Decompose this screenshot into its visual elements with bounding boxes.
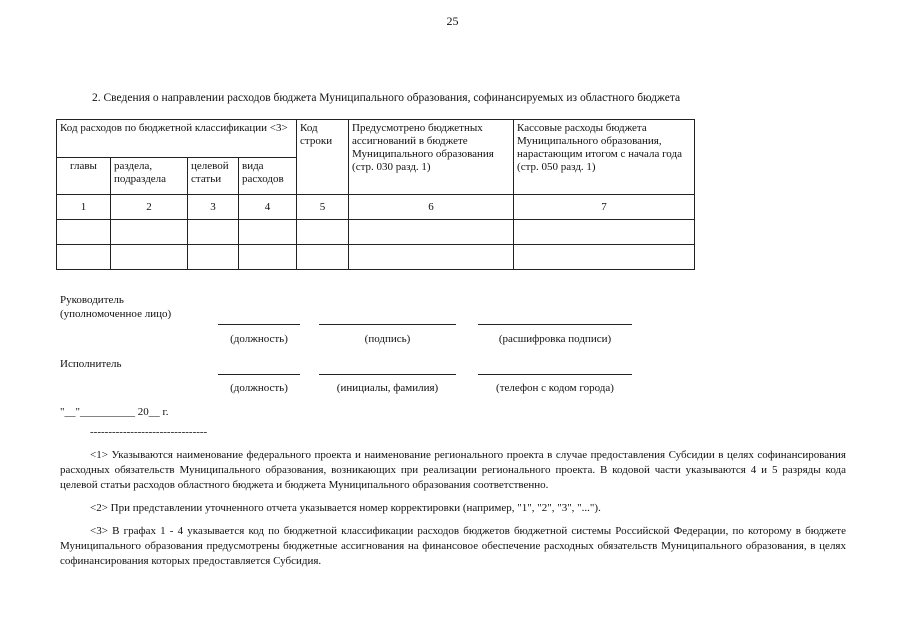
executor-name-line[interactable]	[319, 374, 456, 375]
header-planned-allocations: Предусмотрено бюджетных ассигнований в бюджете Муниципального образования (стр. 030 разд. 1)	[349, 120, 514, 195]
column-number: 7	[514, 195, 695, 220]
subheader-expense-type: вида расходов	[239, 158, 297, 195]
column-number: 6	[349, 195, 514, 220]
table-cell[interactable]	[57, 245, 111, 270]
subheader-section: раздела, подраздела	[111, 158, 188, 195]
table-cell[interactable]	[111, 220, 188, 245]
head-position-line[interactable]	[218, 324, 300, 325]
column-number: 4	[239, 195, 297, 220]
header-budget-code: Код расходов по бюджетной классификации <3>	[57, 120, 297, 158]
column-number: 3	[188, 195, 239, 220]
footnote-2: <2> При представлении уточненного отчета указывается номер корректировки (например, "1", "2", "3", "...").	[90, 502, 601, 514]
subheader-target-article: целевой статьи	[188, 158, 239, 195]
table-cell[interactable]	[239, 245, 297, 270]
header-line-code: Код строки	[297, 120, 349, 195]
subheader-chapter: главы	[57, 158, 111, 195]
footnote-3: <3> В графах 1 - 4 указывается код по бюджетной классификации расходов бюджетов бюджетной системы Российской Федерации, по которому в бюджете Муниципального образования предусмотрены бюджетные ассигнования на финансовое обеспечение расходных обязательств Муниципального образования, в целях софинансирования которых предоставляется Субсидия.	[60, 525, 846, 567]
head-sublabel: (уполномоченное лицо)	[60, 308, 172, 320]
footnote-separator: --------------------------------	[90, 426, 208, 438]
head-name-line[interactable]	[478, 324, 632, 325]
head-position-caption: (должность)	[230, 333, 288, 345]
executor-position-line[interactable]	[218, 374, 300, 375]
page-number: 25	[446, 14, 459, 28]
table-row	[57, 220, 695, 245]
table-cell[interactable]	[188, 220, 239, 245]
column-number: 2	[111, 195, 188, 220]
table-cell[interactable]	[514, 245, 695, 270]
table-cell[interactable]	[239, 220, 297, 245]
date-line: "__"__________ 20__ г.	[60, 406, 169, 418]
executor-phone-caption: (телефон с кодом города)	[496, 382, 614, 394]
table-cell[interactable]	[188, 245, 239, 270]
executor-label: Исполнитель	[60, 358, 122, 370]
table-cell[interactable]	[297, 245, 349, 270]
executor-position-caption: (должность)	[230, 382, 288, 394]
table-cell[interactable]	[349, 245, 514, 270]
head-signature-line[interactable]	[319, 324, 456, 325]
executor-phone-line[interactable]	[478, 374, 632, 375]
table-row	[57, 245, 695, 270]
table-cell[interactable]	[514, 220, 695, 245]
footnote-1: <1> Указываются наименование федерального проекта и наименование регионального проекта в случае предоставления Субсидии в целях софинансирования расходных обязательств Муниципального образования, возникающих при реализации регионального проекта. В кодовой части указываются 4 и 5 разряды кода целевой статьи расходов областного бюджета и бюджета Муниципального образования соответственно.	[60, 449, 846, 491]
header-cash-expenses: Кассовые расходы бюджета Муниципального образования, нарастающим итогом с начала года (стр. 050 разд. 1)	[514, 120, 695, 195]
head-label: Руководитель	[60, 294, 124, 306]
table-cell[interactable]	[111, 245, 188, 270]
table-cell[interactable]	[349, 220, 514, 245]
executor-name-caption: (инициалы, фамилия)	[336, 382, 439, 394]
budget-expenditure-table	[56, 119, 695, 270]
column-number: 5	[297, 195, 349, 220]
head-signature-caption: (подпись)	[364, 333, 411, 345]
section-title: 2. Сведения о направлении расходов бюджета Муниципального образования, софинансируемых из областного бюджета	[92, 92, 681, 104]
column-number: 1	[57, 195, 111, 220]
head-name-caption: (расшифровка подписи)	[498, 333, 612, 345]
table-cell[interactable]	[297, 220, 349, 245]
table-cell[interactable]	[57, 220, 111, 245]
